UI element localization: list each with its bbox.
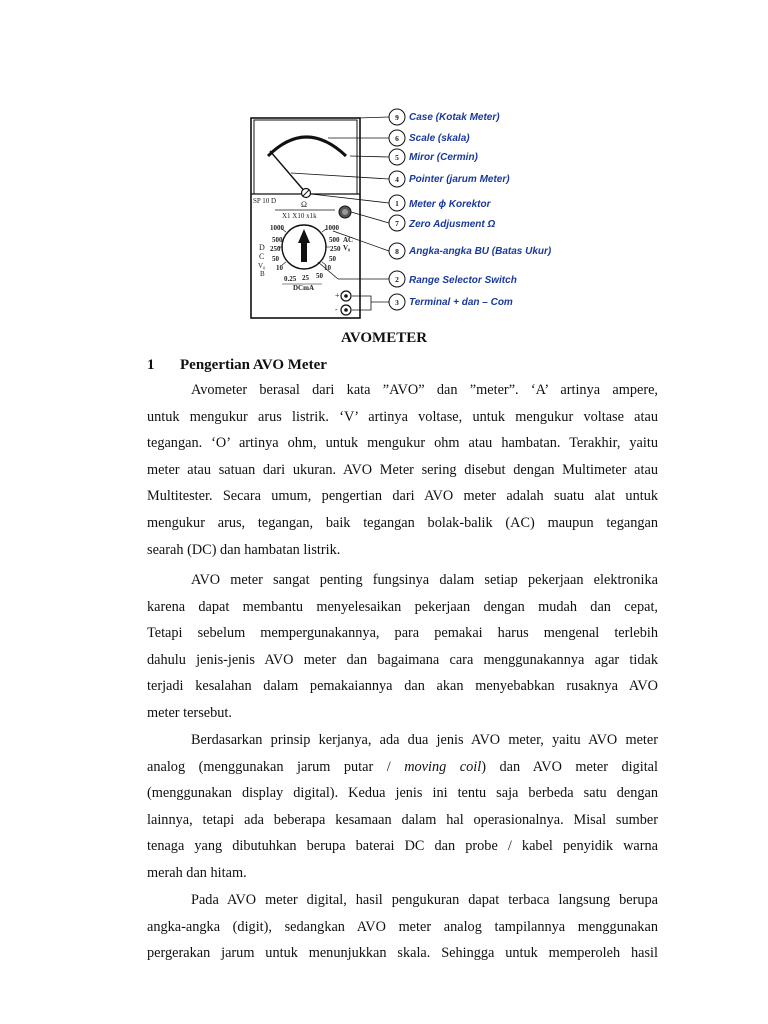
callout-number: 5 xyxy=(395,153,399,162)
callout-number: 4 xyxy=(395,175,399,184)
scale-left-1: 500 xyxy=(272,236,283,244)
bottom-value-0: 0.25 xyxy=(284,275,297,283)
paragraph-2 xyxy=(147,567,658,727)
callout-number: 9 xyxy=(395,113,399,122)
left-letter-d: D xyxy=(259,243,265,252)
paragraph-line: dahulu jenis-jenis AVO meter dan bagaimana cara menggunakannya agar tidak xyxy=(147,651,658,668)
paragraph-3 xyxy=(147,727,658,887)
paragraph-line: Berdasarkan prinsip kerjanya, ada dua jenis AVO meter, yaitu AVO meter xyxy=(191,732,658,748)
paragraph-line: tenaga yang dibutuhkan berupa baterai DC dan probe / kabel penyidik warna xyxy=(147,838,658,855)
paragraph-line: karena dapat membantu menyelesaikan pekerjaan dengan mudah dan cepat, xyxy=(147,598,658,615)
avometer-diagram xyxy=(0,0,768,330)
scale-right-2: 250 xyxy=(330,245,341,253)
left-letter-b: B xyxy=(260,270,265,278)
label-range-selector: Range Selector Switch xyxy=(409,275,517,286)
section-title: Pengertian AVO Meter xyxy=(180,357,327,373)
left-letter-c: C xyxy=(259,252,265,261)
callout-5 xyxy=(389,149,479,165)
paragraph-line: angka-angka (digit), sedangkan AVO meter analog tampilannya menggunakan xyxy=(147,918,658,935)
section-number: 1 xyxy=(147,357,155,373)
bottom-value-2: 50 xyxy=(316,272,323,280)
label-range-numbers: Angka-angka BU (Batas Ukur) xyxy=(409,246,552,257)
terminal-plus-sign: + xyxy=(335,291,340,300)
bottom-value-1: 25 xyxy=(302,274,309,282)
scale-right-0: 1000 xyxy=(325,224,339,232)
paragraph-line: analog (menggunakan jarum putar / moving coil) dan AVO meter digital xyxy=(147,758,658,775)
paragraph-line: Avometer berasal dari kata ”AVO” dan ”meter”. ‘A’ artinya ampere, xyxy=(191,382,658,398)
bottom-unit: DCmA xyxy=(293,284,314,292)
callout-number: 3 xyxy=(395,298,399,307)
callout-8 xyxy=(389,243,552,259)
left-letter-vo: V₀ xyxy=(258,262,266,270)
label-mirror: Miror (Cermin) xyxy=(409,152,478,163)
callout-labels xyxy=(389,109,552,310)
scale-left-0: 1000 xyxy=(270,224,284,232)
label-scale: Scale (skala) xyxy=(409,133,470,144)
label-zero-adjust: Zero Adjusment Ω xyxy=(409,219,496,230)
paragraph-line: untuk mengukur arus listrik. ‘V’ artinya voltase, untuk mengukur voltase atau xyxy=(147,408,658,425)
italic-term: moving coil xyxy=(404,758,482,775)
label-pointer: Pointer (jarum Meter) xyxy=(409,174,510,185)
paragraph-line: meter tersebut. xyxy=(147,704,232,721)
label-terminal: Terminal + dan – Com xyxy=(409,297,513,308)
callout-7 xyxy=(389,215,496,231)
paragraph-line: Tetapi sebelum mempergunakannya, para pemakai harus mengenal terlebih xyxy=(147,625,658,642)
model-label: SP 10 D xyxy=(253,197,277,205)
label-corrector: Meter ϕ Korektor xyxy=(409,199,491,210)
callout-4 xyxy=(389,171,510,187)
callout-number: 8 xyxy=(395,247,399,256)
paragraph-line: tegangan. ‘O’ artinya ohm, untuk mengukur ohm atau hambatan. Terakhir, yaitu xyxy=(147,435,658,452)
ohm-symbol: Ω xyxy=(301,200,307,209)
paragraph-line: mengukur arus, tegangan, baik tegangan bolak-balik (AC) maupun tegangan xyxy=(147,514,658,531)
scale-right-3: 50 xyxy=(329,255,336,263)
scale-right-1: 500 xyxy=(329,236,340,244)
figure-caption: AVOMETER xyxy=(340,330,428,346)
terminal-minus-sign: - xyxy=(335,305,338,314)
paragraph-line: Multitester. Secara umum, pengertian dari AVO meter adalah suatu alat untuk xyxy=(147,488,658,505)
paragraph-line: (menggunakan display digital). Kedua jenis ini tentu saja berbeda satu dengan xyxy=(147,785,658,802)
meter-window xyxy=(254,120,357,194)
paragraph-1 xyxy=(147,377,658,563)
scale-left-4: 10 xyxy=(276,264,283,272)
callout-number: 2 xyxy=(395,275,399,284)
paragraph-line: lainnya, tetapi ada beberapa kesamaan dalam hal operasionalnya. Misal sumber xyxy=(147,811,658,828)
paragraph-line: pergerakan jarum untuk menunjukkan skala. Sehingga untuk memperoleh hasil xyxy=(147,945,658,962)
right-mini-vo: V₀ xyxy=(343,244,351,252)
callout-2 xyxy=(389,271,517,287)
right-mini-ac: AC xyxy=(343,236,354,244)
avometer-figure xyxy=(0,0,768,330)
paragraph-line: searah (DC) dan hambatan listrik. xyxy=(147,541,341,558)
paragraph-line: meter atau satuan dari ukuran. AVO Meter sering disebut dengan Multimeter atau xyxy=(147,461,658,478)
scale-left-2: 250 xyxy=(270,245,281,253)
callout-number: 7 xyxy=(395,219,399,228)
scale-right-4: 10 xyxy=(324,264,331,272)
paragraph-line: AVO meter sangat penting fungsinya dalam setiap pekerjaan elektronika xyxy=(191,572,658,588)
callout-3 xyxy=(389,294,513,310)
label-case: Case (Kotak Meter) xyxy=(409,112,500,123)
scale-left-3: 50 xyxy=(272,255,279,263)
callout-1 xyxy=(389,195,492,211)
paragraph-line: merah dan hitam. xyxy=(147,864,247,881)
paragraph-line: terjadi kesalahan dalam pemakaiannya dan akan menyebabkan rusaknya AVO xyxy=(147,678,658,695)
callout-number: 6 xyxy=(395,134,399,143)
paragraph-line: Pada AVO meter digital, hasil pengukuran dapat terbaca langsung berupa xyxy=(191,892,658,908)
callout-number: 1 xyxy=(395,199,399,208)
callout-6 xyxy=(389,130,470,146)
paragraph-4 xyxy=(147,887,658,967)
section-heading xyxy=(147,357,327,374)
ohm-range-row: X1 X10 x1k xyxy=(282,212,317,220)
callout-9 xyxy=(389,109,500,125)
